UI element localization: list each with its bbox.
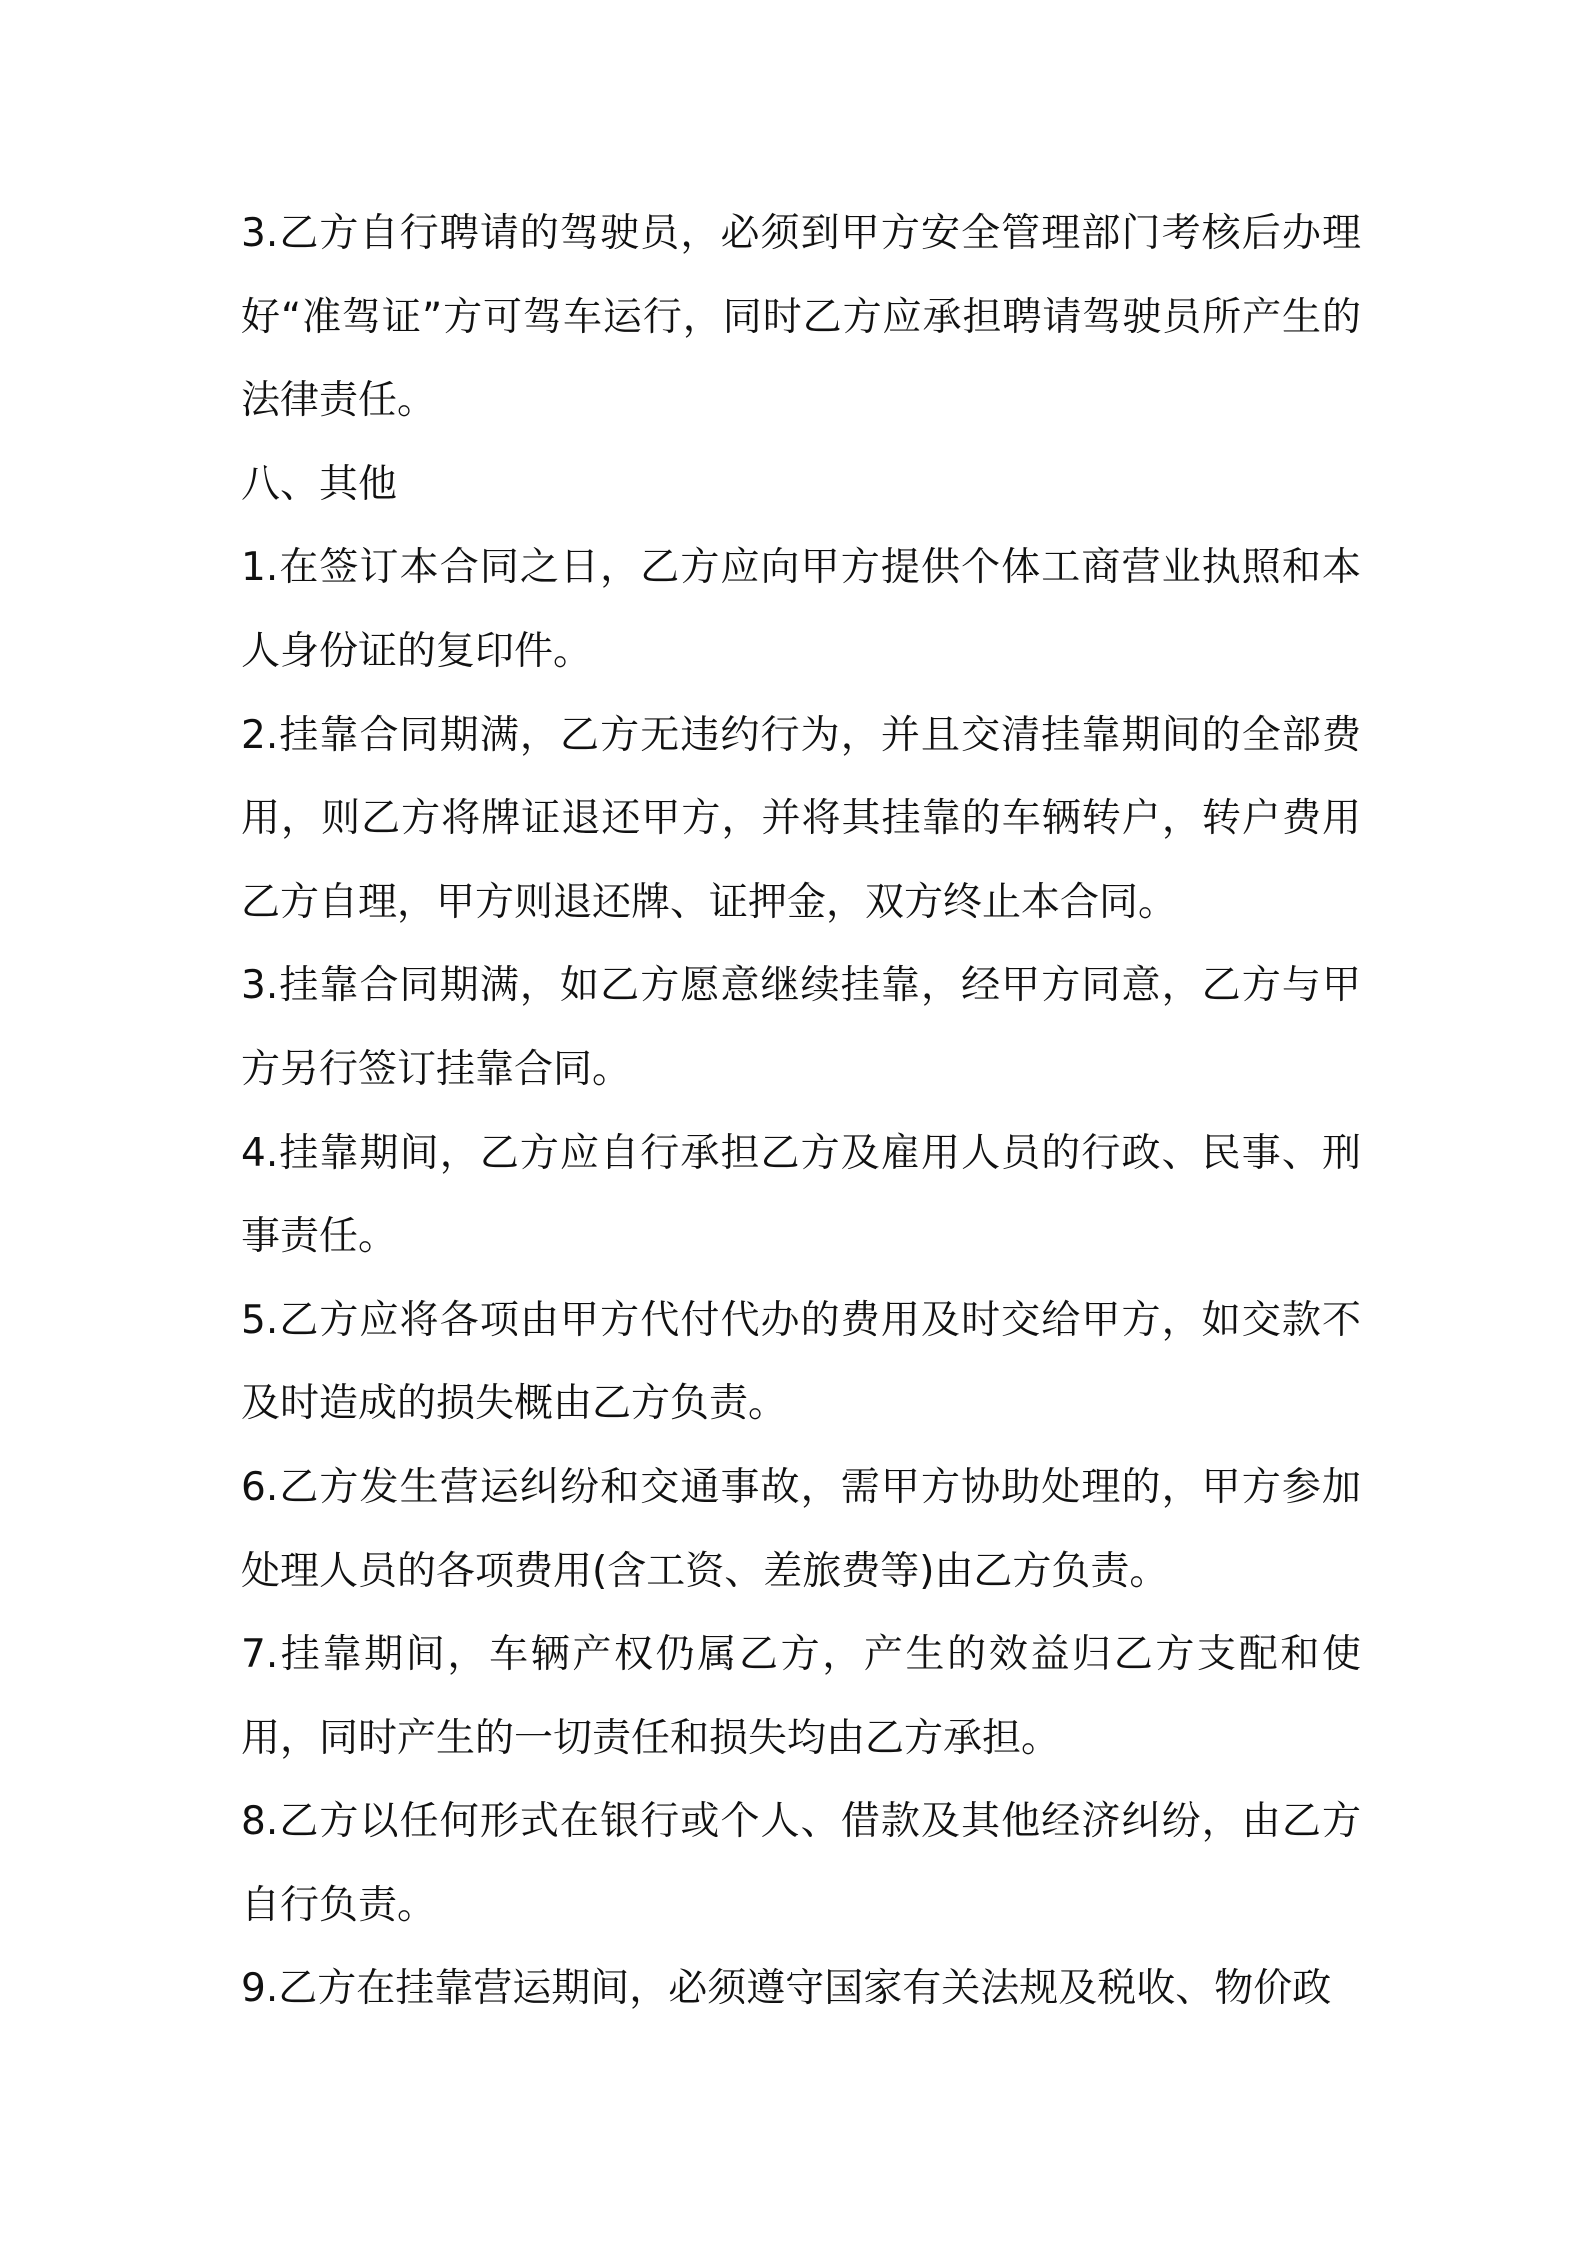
clause-8-5-fees: 5.乙方应将各项由甲方代付代办的费用及时交给甲方，如交款不及时造成的损失概由乙方负责。: [241, 1297, 1361, 1427]
section-heading-8-other: 八、其他: [241, 461, 398, 507]
clause-8-6-disputes: 6.乙方发生营运纠纷和交通事故，需甲方协助处理的，甲方参加处理人员的各项费用(含工资、差旅费等)由乙方负责。: [241, 1464, 1361, 1594]
contract-page: [241, 192, 1361, 2031]
clause-8-4-liability: 4.挂靠期间，乙方应自行承担乙方及雇用人员的行政、民事、刑事责任。: [241, 1130, 1361, 1260]
clause-8-2-contract-expiry: 2.挂靠合同期满，乙方无违约行为，并且交清挂靠期间的全部费用，则乙方将牌证退还甲方，并将其挂靠的车辆转户，转户费用乙方自理，甲方则退还牌、证押金，双方终止本合同。: [241, 712, 1361, 925]
clause-7-3-driver-license: 3.乙方自行聘请的驾驶员，必须到甲方安全管理部门考核后办理好“准驾证”方可驾车运行，同时乙方应承担聘请驾驶员所产生的法律责任。: [241, 211, 1361, 424]
clause-8-1-documents: 1.在签订本合同之日，乙方应向甲方提供个体工商营业执照和本人身份证的复印件。: [241, 545, 1361, 674]
clause-8-7-property-rights: 7.挂靠期间，车辆产权仍属乙方，产生的效益归乙方支配和使用，同时产生的一切责任和损失均由乙方承担。: [241, 1632, 1361, 1761]
clause-8-8-economic-disputes: 8.乙方以任何形式在银行或个人、借款及其他经济纠纷，由乙方自行负责。: [241, 1799, 1361, 1928]
clause-8-9-regulations: 9.乙方在挂靠营运期间，必须遵守国家有关法规及税收、物价政: [241, 1966, 1332, 2012]
clause-8-3-renewal: 3.挂靠合同期满，如乙方愿意继续挂靠，经甲方同意，乙方与甲方另行签订挂靠合同。: [241, 963, 1361, 1092]
